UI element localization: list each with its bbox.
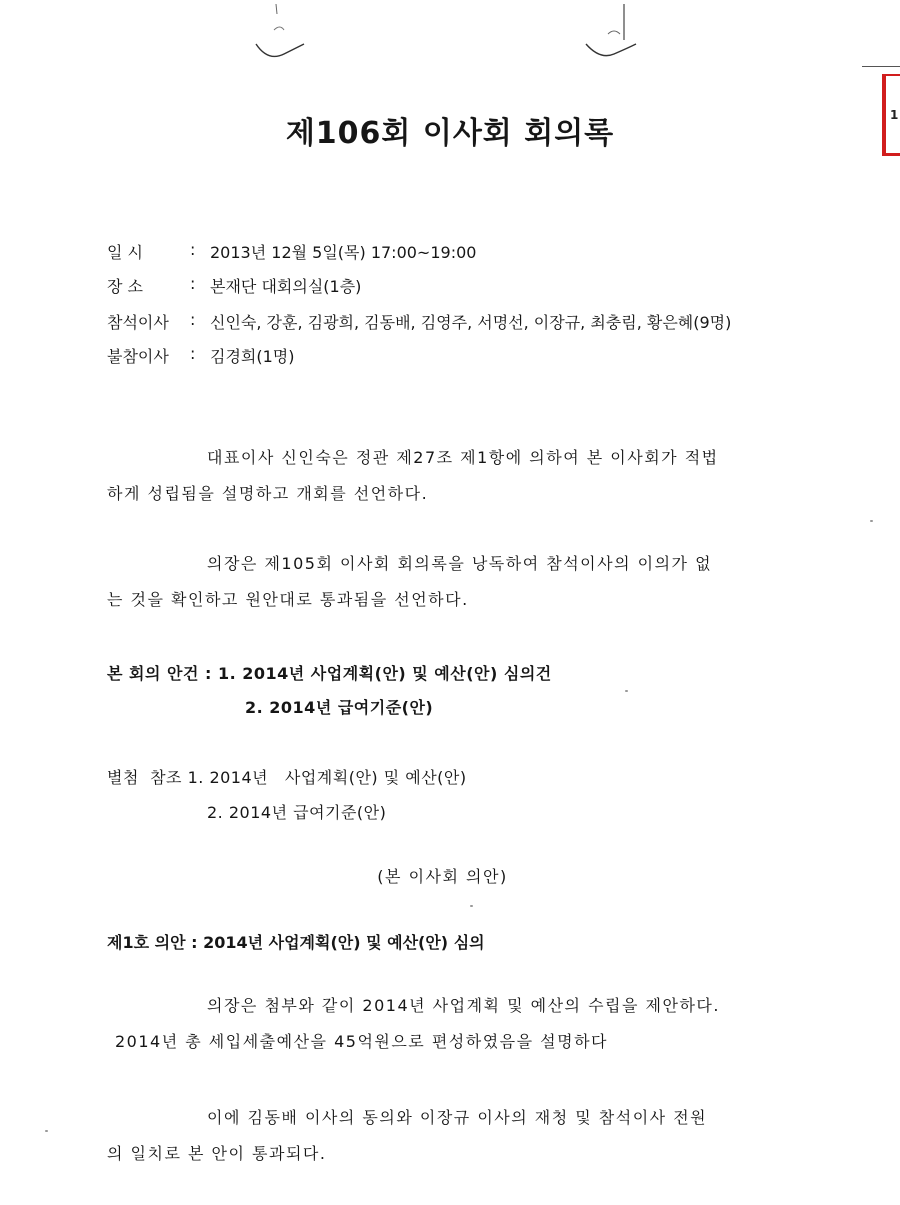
agenda-item-2: 2. 2014년 급여기준(안) [245, 698, 434, 717]
approval-line-2: 의 일치로 본 안이 통과되다. [107, 1144, 327, 1163]
item1-line-2: 2014년 총 세입세출예산을 45억원으로 편성하였음을 설명하다 [115, 1032, 608, 1051]
info-place-label [107, 274, 190, 297]
edge-line [862, 66, 900, 67]
separator: : [190, 344, 196, 363]
info-absent-label [107, 344, 190, 367]
minutes-line-1: 의장은 제105회 이사회 회의록을 낭독하여 참석이사의 이의가 없 [207, 554, 713, 573]
opening-line-2: 하게 성립됨을 설명하고 개회를 선언하다. [107, 484, 429, 503]
punch-hole-left [248, 0, 318, 70]
item1-paragraph [107, 988, 777, 1060]
agenda-line [107, 661, 552, 684]
info-attendees-label [107, 310, 190, 333]
minutes-paragraph [107, 546, 777, 618]
minutes-line-2: 는 것을 확인하고 원안대로 통과됨을 선언하다. [107, 590, 469, 609]
absent-label: 불참이사 [107, 347, 169, 366]
attachments-line [107, 765, 467, 788]
scan-speck [870, 520, 873, 522]
punch-hole-right [578, 0, 648, 70]
place-label: 장 소 [107, 277, 143, 296]
attendees-label: 참석이사 [107, 313, 169, 332]
info-place-value: 본재단 대회의실(1층) [210, 277, 362, 296]
separator: : [190, 240, 196, 259]
separator: : [190, 274, 196, 293]
date-label: 일 시 [107, 243, 143, 262]
info-date-label [107, 240, 190, 263]
approval-paragraph [107, 1100, 777, 1172]
info-attendees-value: 신인숙, 강훈, 김광희, 김동배, 김영주, 서명선, 이장규, 최충림, 황은혜(9명) [210, 313, 732, 332]
scan-speck [625, 690, 628, 692]
separator: : [190, 310, 196, 329]
info-date-value: 2013년 12월 5일(목) 17:00~19:00 [210, 243, 477, 262]
scan-speck [45, 1130, 48, 1132]
attachment-item-2: 2. 2014년 급여기준(안) [207, 803, 387, 822]
opening-line-1: 대표이사 신인숙은 정관 제27조 제1항에 의하여 본 이사회가 적법 [207, 448, 719, 467]
info-attendees-row [107, 310, 731, 333]
approval-line-1: 이에 김동배 이사의 동의와 이장규 이사의 재청 및 참석이사 전원 [207, 1108, 708, 1127]
item1-heading: 제1호 의안 : 2014년 사업계획(안) 및 예산(안) 심의 [107, 933, 485, 952]
side-mark-text: 1 [890, 108, 899, 122]
page-title: 제106회 이사회 회의록 [285, 116, 615, 151]
info-date-row [107, 240, 476, 263]
agenda-label: 본 회의 안건 : [107, 664, 212, 683]
info-absent-row [107, 344, 295, 367]
attachment-item-1: 1. 2014년 사업계획(안) 및 예산(안) [187, 768, 467, 787]
info-place-row [107, 274, 361, 297]
item1-line-1: 의장은 첨부와 같이 2014년 사업계획 및 예산의 수립을 제안하다. [207, 996, 720, 1015]
agenda-item-1: 1. 2014년 사업계획(안) 및 예산(안) 심의건 [217, 664, 552, 683]
scan-speck [470, 905, 473, 907]
info-absent-value: 김경희(1명) [210, 347, 295, 366]
attachments-label: 별첨 참조 [107, 768, 182, 787]
opening-paragraph [107, 440, 777, 512]
section-note: (본 이사회 의안) [377, 867, 508, 886]
